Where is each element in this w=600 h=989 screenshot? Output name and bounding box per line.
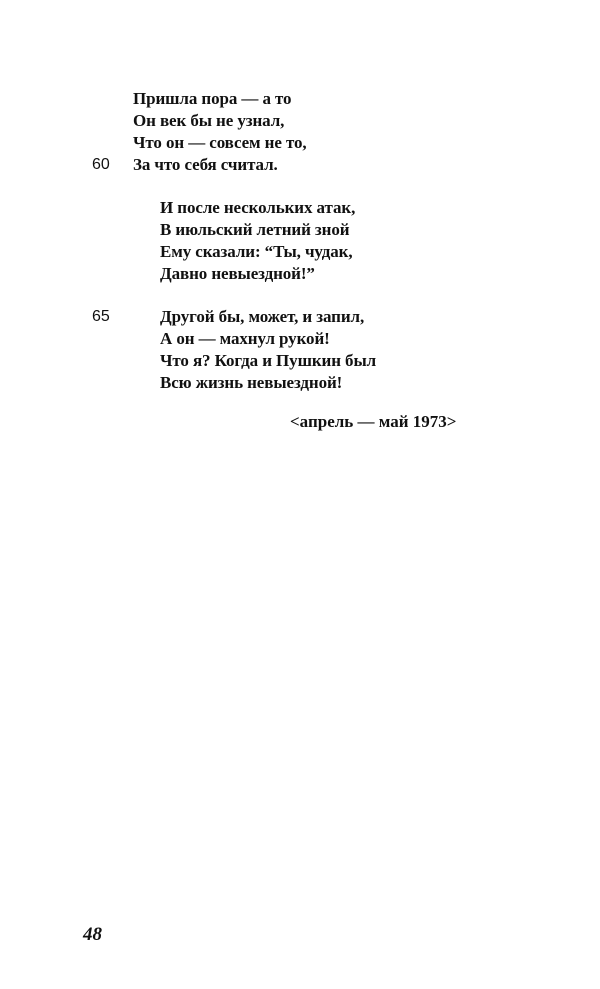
stanza-2 [160, 197, 355, 285]
poem-line: Пришла пора — а то [133, 89, 292, 108]
page-number: 48 [83, 924, 102, 945]
poem-dateline: <апрель — май 1973> [290, 412, 457, 431]
poem-line: И после нескольких атак, [160, 198, 356, 217]
poem-line: Давно невыездной!” [160, 264, 315, 283]
poem-line: Он век бы не узнал, [133, 111, 285, 130]
poem-line: Что он — совсем не то, [133, 133, 307, 152]
poem-line: Что я? Когда и Пушкин был [160, 351, 377, 370]
poem-line: Ему сказали: “Ты, чудак, [160, 242, 353, 261]
poem-line: Другой бы, может, и запил, [160, 307, 365, 326]
stanza-3 [160, 306, 376, 394]
stanza-1 [133, 88, 307, 176]
poem-line: За что себя считал. [133, 155, 278, 174]
poem-line: А он — махнул рукой! [160, 329, 330, 348]
line-number-65: 65 [92, 308, 110, 325]
poem-line: Всю жизнь невыездной! [160, 373, 343, 392]
line-number-60: 60 [92, 156, 110, 173]
poem-line: В июльский летний зной [160, 220, 350, 239]
